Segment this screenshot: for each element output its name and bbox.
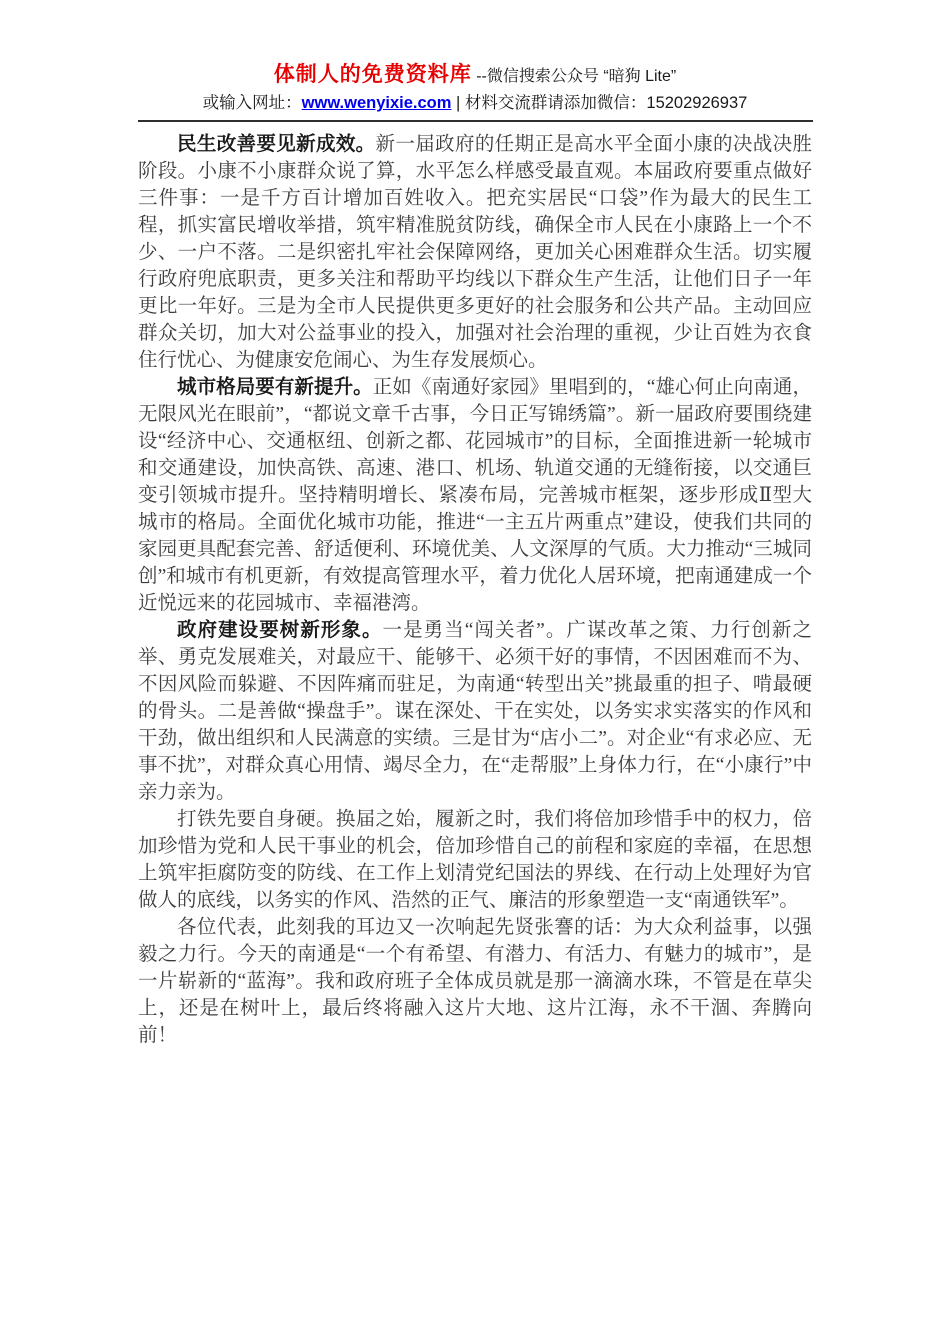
- paragraph-text: 一是勇当“闯关者”。广谋改革之策、力行创新之举、勇克发展难关，对最应干、能够干、必须干好的事情，不因困难而不为、不因风险而躲避、不因阵痛而驻足，为南通“转型出关”挑最重的担子、啃最硬的骨头。二是善做“操盘手”。谋在深处、干在实处，以务实求实落实的作风和干劲，做出组织和人民满意的实绩。三是甘为“店小二”。对企业“有求必应、无事不扰”，对群众真心用情、竭尽全力，在“走帮服”上身体力行，在“小康行”中亲力亲为。: [138, 620, 812, 803]
- header-divider: [138, 120, 813, 122]
- contact-text: | 材料交流群请添加微信：15202926937: [451, 94, 748, 112]
- promo-header-line2: [138, 92, 813, 114]
- paragraph-lead: 政府建设要树新形象。: [177, 619, 383, 641]
- paragraph-lead: 民生改善要见新成效。: [177, 133, 376, 155]
- article-body: [138, 131, 812, 1049]
- paragraph: [138, 914, 812, 1049]
- brand-tagline: --微信搜索公众号 “暗狗 Lite”: [476, 68, 677, 85]
- paragraph-text: 打铁先要自身硬。换届之始，履新之时，我们将倍加珍惜手中的权力，倍加珍惜为党和人民干事业的机会，倍加珍惜自己的前程和家庭的幸福，在思想上筑牢拒腐防变的防线、在工作上划清党纪国法的界线、在行动上处理好为官做人的底线，以务实的作风、浩然的正气、廉洁的形象塑造一支“南通铁军”。: [138, 809, 812, 911]
- promo-header-line1: [138, 62, 813, 90]
- paragraph: [138, 374, 812, 617]
- paragraph-text: 正如《南通好家园》里唱到的，“雄心何止向南通，无限风光在眼前”，“都说文章千古事，今日正写锦绣篇”。新一届政府要围绕建设“经济中心、交通枢纽、创新之都、花园城市”的目标，全面推进新一轮城市和交通建设，加快高铁、高速、港口、机场、轨道交通的无缝衔接，以交通巨变引领城市提升。坚持精明增长、紧凑布局，完善城市框架，逐步形成Ⅱ型大城市的格局。全面优化城市功能，推进“一主五片两重点”建设，使我们共同的家园更具配套完善、舒适便利、环境优美、人文深厚的气质。大力推动“三城同创”和城市有机更新，有效提高管理水平，着力优化人居环境，把南通建成一个近悦远来的花园城市、幸福港湾。: [138, 377, 812, 614]
- brand-title: 体制人的免费资料库: [273, 63, 472, 86]
- paragraph: [138, 131, 812, 374]
- paragraph-lead: 城市格局要有新提升。: [177, 376, 373, 398]
- paragraph-text: 各位代表，此刻我的耳边又一次响起先贤张謇的话：为大众利益事，以强毅之力行。今天的南通是“一个有希望、有潜力、有活力、有魅力的城市”，是一片崭新的“蓝海”。我和政府班子全体成员就是那一滴滴水珠，不管是在草尖上，还是在树叶上，最后终将融入这片大地、这片江海，永不干涸、奔腾向前！: [138, 917, 812, 1046]
- website-link[interactable]: www.wenyixie.com: [301, 94, 452, 112]
- paragraph: [138, 617, 812, 806]
- promo-header: [138, 0, 813, 114]
- paragraph: [138, 806, 812, 914]
- paragraph-text: 新一届政府的任期正是高水平全面小康的决战决胜阶段。小康不小康群众说了算，水平怎么样感受最直观。本届政府要重点做好三件事：一是千方百计增加百姓收入。把充实居民“口袋”作为最大的民生工程，抓实富民增收举措，筑牢精准脱贫防线，确保全市人民在小康路上一个不少、一户不落。二是织密扎牢社会保障网络，更加关心困难群众生活。切实履行政府兜底职责，更多关注和帮助平均线以下群众生产生活，让他们日子一年更比一年好。三是为全市人民提供更多更好的社会服务和公共产品。主动回应群众关切，加大对公益事业的投入，加强对社会治理的重视，少让百姓为衣食住行忧心、为健康安危闹心、为生存发展烦心。: [138, 134, 812, 371]
- url-label: 或输入网址：: [202, 94, 302, 112]
